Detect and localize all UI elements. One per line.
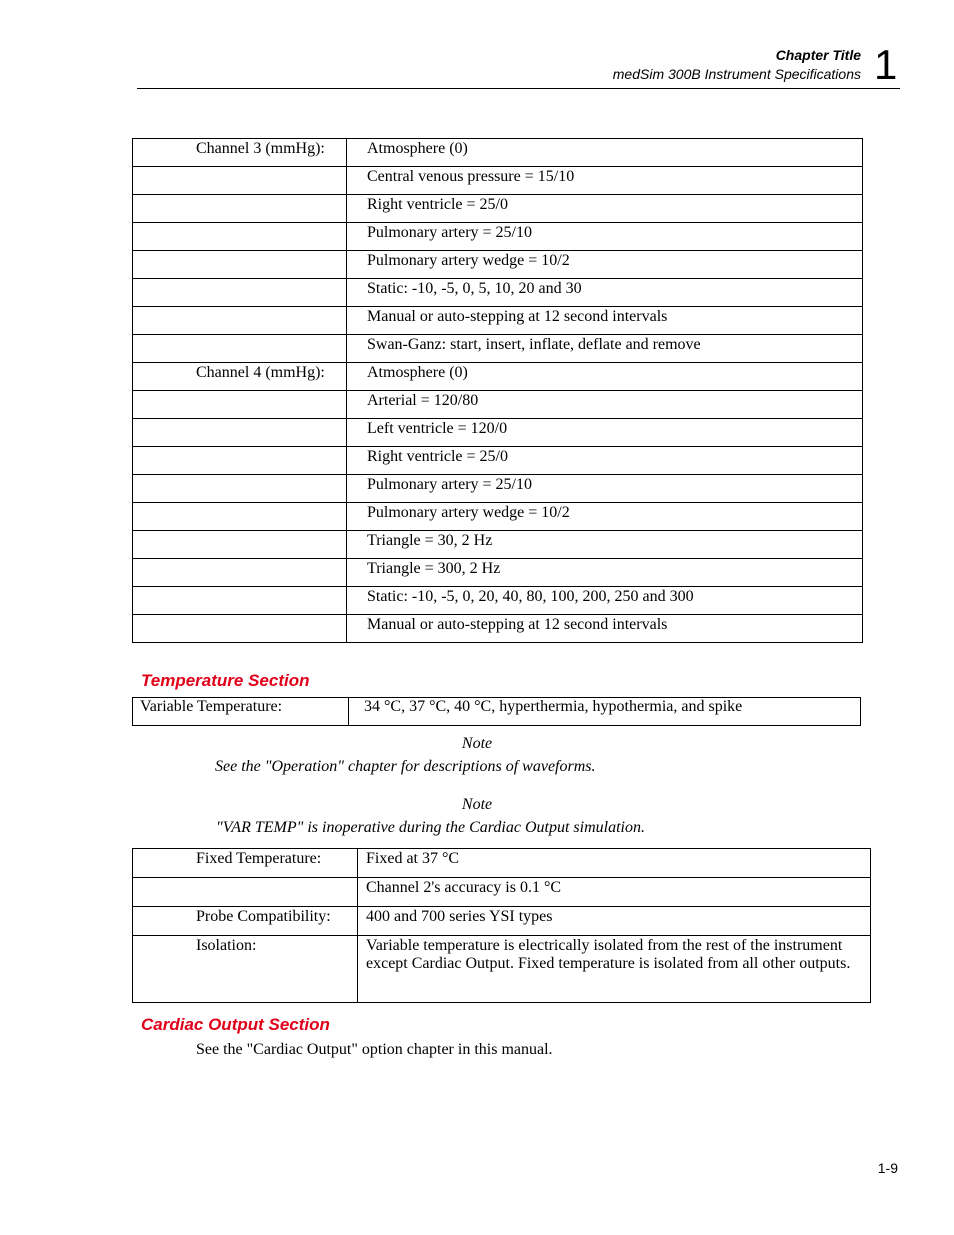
row-label bbox=[133, 878, 358, 907]
table-row bbox=[133, 419, 863, 447]
note-heading: Note bbox=[461, 796, 493, 813]
fixed-temperature-table bbox=[132, 848, 871, 1003]
row-label bbox=[133, 615, 347, 643]
channel-spec-table bbox=[132, 138, 863, 643]
variable-temperature-table bbox=[132, 697, 861, 726]
note-text: "VAR TEMP" is inoperative during the Cardiac Output simulation. bbox=[216, 819, 645, 836]
row-value: Variable temperature is electrically isolated from the rest of the instrument except Cardiac Output. Fixed temperature is isolated from all other outputs. bbox=[358, 936, 871, 1003]
row-label bbox=[133, 587, 347, 615]
temperature-section-heading: Temperature Section bbox=[141, 671, 310, 690]
row-value: Pulmonary artery wedge = 10/2 bbox=[347, 503, 863, 531]
row-value: Pulmonary artery wedge = 10/2 bbox=[347, 251, 863, 279]
row-label: Variable Temperature: bbox=[133, 698, 349, 726]
row-label: Channel 4 (mmHg): bbox=[133, 363, 347, 391]
row-label bbox=[133, 475, 347, 503]
row-value: Manual or auto-stepping at 12 second intervals bbox=[347, 615, 863, 643]
table-row bbox=[133, 503, 863, 531]
table-row bbox=[133, 936, 871, 1003]
row-label: Isolation: bbox=[133, 936, 358, 1003]
table-row bbox=[133, 698, 861, 726]
row-label bbox=[133, 223, 347, 251]
row-value: Static: -10, -5, 0, 20, 40, 80, 100, 200, 250 and 300 bbox=[347, 587, 863, 615]
table-row bbox=[133, 279, 863, 307]
table-row bbox=[133, 907, 871, 936]
table-row bbox=[133, 475, 863, 503]
row-value: Channel 2's accuracy is 0.1 °C bbox=[358, 878, 871, 907]
row-value: 34 °C, 37 °C, 40 °C, hyperthermia, hypothermia, and spike bbox=[349, 698, 861, 726]
table-row bbox=[133, 447, 863, 475]
row-label bbox=[133, 531, 347, 559]
row-label bbox=[133, 503, 347, 531]
row-value: Central venous pressure = 15/10 bbox=[347, 167, 863, 195]
table-row bbox=[133, 307, 863, 335]
page-number: 1-9 bbox=[877, 1160, 898, 1176]
row-value: Right ventricle = 25/0 bbox=[347, 195, 863, 223]
note-heading: Note bbox=[461, 735, 493, 752]
row-value: 400 and 700 series YSI types bbox=[358, 907, 871, 936]
row-label bbox=[133, 447, 347, 475]
table-row bbox=[133, 878, 871, 907]
table-row bbox=[133, 251, 863, 279]
table-row bbox=[133, 167, 863, 195]
row-value: Triangle = 300, 2 Hz bbox=[347, 559, 863, 587]
table-row bbox=[133, 195, 863, 223]
row-value: Atmosphere (0) bbox=[347, 139, 863, 167]
table-row bbox=[133, 849, 871, 878]
row-value: Left ventricle = 120/0 bbox=[347, 419, 863, 447]
row-label: Fixed Temperature: bbox=[133, 849, 358, 878]
table-row bbox=[133, 559, 863, 587]
row-label bbox=[133, 307, 347, 335]
row-value: Pulmonary artery = 25/10 bbox=[347, 223, 863, 251]
chapter-title: Chapter Title bbox=[775, 47, 861, 63]
row-value: Arterial = 120/80 bbox=[347, 391, 863, 419]
table-row bbox=[133, 139, 863, 167]
chapter-number: 1 bbox=[874, 41, 898, 88]
row-value: Swan-Ganz: start, insert, inflate, deflate and remove bbox=[347, 335, 863, 363]
row-value: Static: -10, -5, 0, 5, 10, 20 and 30 bbox=[347, 279, 863, 307]
row-label bbox=[133, 419, 347, 447]
cardiac-output-section-heading: Cardiac Output Section bbox=[141, 1015, 330, 1034]
row-label: Channel 3 (mmHg): bbox=[133, 139, 347, 167]
row-label: Probe Compatibility: bbox=[133, 907, 358, 936]
table-row bbox=[133, 615, 863, 643]
row-label bbox=[133, 167, 347, 195]
table-row bbox=[133, 531, 863, 559]
table-row bbox=[133, 335, 863, 363]
table-row bbox=[133, 363, 863, 391]
table-row bbox=[133, 587, 863, 615]
row-value: Triangle = 30, 2 Hz bbox=[347, 531, 863, 559]
row-label bbox=[133, 335, 347, 363]
document-subtitle: medSim 300B Instrument Specifications bbox=[612, 66, 861, 82]
row-value: Fixed at 37 °C bbox=[358, 849, 871, 878]
cardiac-output-text: See the "Cardiac Output" option chapter in this manual. bbox=[196, 1041, 553, 1058]
table-row bbox=[133, 223, 863, 251]
row-label bbox=[133, 195, 347, 223]
note-text: See the "Operation" chapter for descriptions of waveforms. bbox=[215, 758, 596, 775]
row-value: Atmosphere (0) bbox=[347, 363, 863, 391]
row-label bbox=[133, 279, 347, 307]
header-rule bbox=[137, 88, 900, 89]
row-label bbox=[133, 391, 347, 419]
row-value: Right ventricle = 25/0 bbox=[347, 447, 863, 475]
row-value: Manual or auto-stepping at 12 second intervals bbox=[347, 307, 863, 335]
row-label bbox=[133, 559, 347, 587]
row-value: Pulmonary artery = 25/10 bbox=[347, 475, 863, 503]
table-row bbox=[133, 391, 863, 419]
row-label bbox=[133, 251, 347, 279]
